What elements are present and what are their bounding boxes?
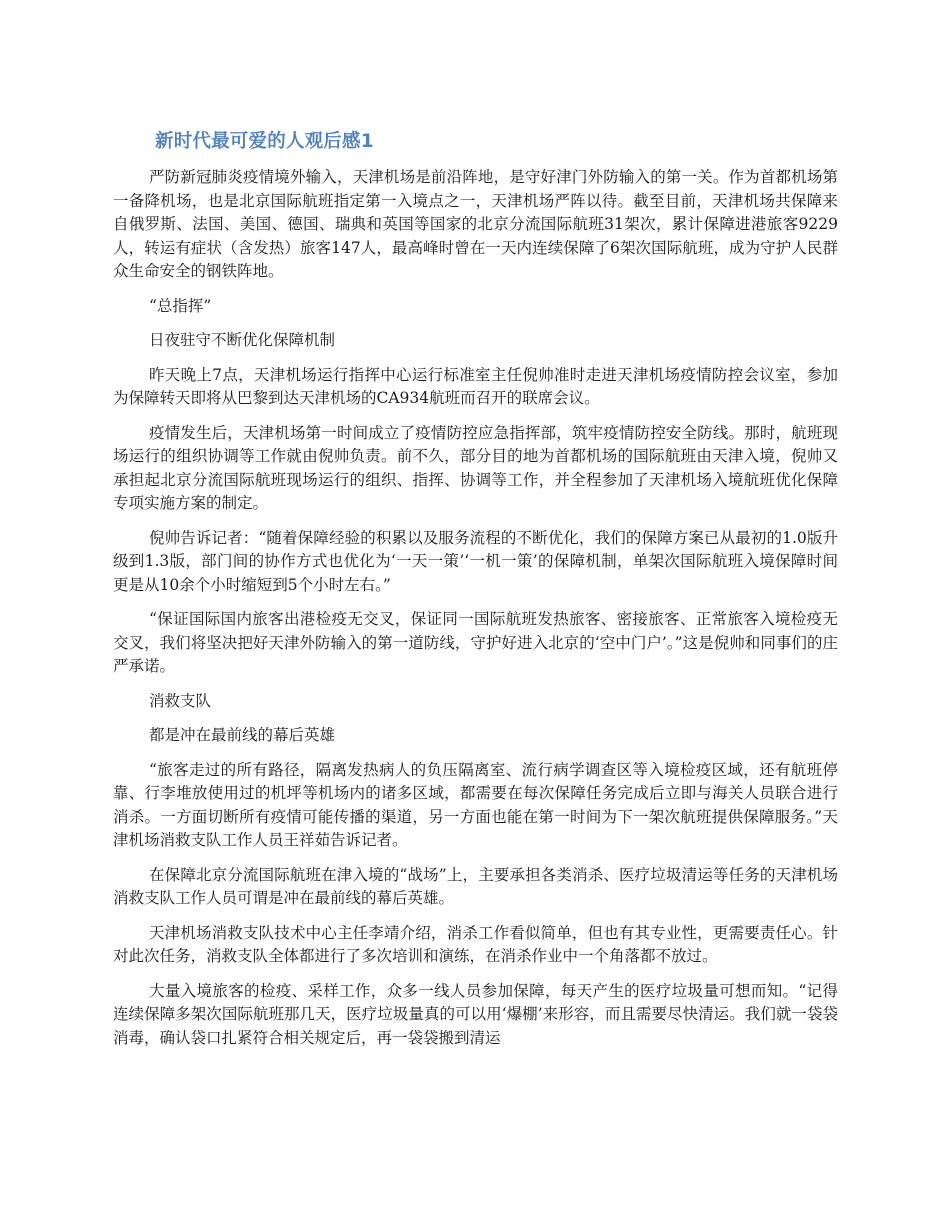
document-title: 新时代最可爱的人观后感1 [155, 131, 374, 152]
paragraph: “总指挥” [149, 296, 212, 315]
paragraph: “旅客走过的所有路径，隔离发热病人的负压隔离室、流行病学调查区等入境检疫区域，还有航班停靠、行李堆放使用过的机坪等机场内的诸多区域，都需要在每次保障任务完成后立即与海关人员联合进行消杀。一方面切断所有疫情可能传播的渠道，另一方面也能在第一时间为下一架次航班提供保障服务。”天津机场消救支队工作人员王祥茹告诉记者。 [113, 760, 838, 849]
paragraph: 日夜驻守不断优化保障机制 [149, 331, 336, 349]
paragraph: 天津机场消救支队技术中心主任李靖介绍，消杀工作看似简单，但也有其专业性，更需要责任心。针对此次任务，消救支队全体都进行了多次培训和演练，在消杀作业中一个角落都不放过。 [113, 923, 838, 965]
paragraph: 倪帅告诉记者：“随着保障经验的积累以及服务流程的不断优化，我们的保障方案已从最初的1.0版升级到1.3版，部门间的协作方式也优化为‘一天一策’‘一机一策’的保障机制，单架次国际航班入境保障时间更是从10余个小时缩短到5个小时左右。” [113, 528, 838, 594]
paragraph: 在保障北京分流国际航班在津入境的“战场”上，主要承担各类消杀、医疗垃圾清运等任务的天津机场消救支队工作人员可谓是冲在最前线的幕后英雄。 [113, 865, 838, 907]
paragraph: 消救支队 [149, 691, 212, 710]
paragraph: 疫情发生后，天津机场第一时间成立了疫情防控应急指挥部，筑牢疫情防控安全防线。那时，航班现场运行的组织协调等工作就由倪帅负责。前不久，部分目的地为首都机场的国际航班由天津入境，倪帅又承担起北京分流国际航班现场运行的组织、指挥、协调等工作，并全程参加了天津机场入境航班优化保障专项实施方案的制定。 [113, 423, 838, 512]
paragraph: “保证国际国内旅客出港检疫无交叉，保证同一国际航班发热旅客、密接旅客、正常旅客入境检疫无交叉，我们将坚决把好天津外防输入的第一道防线，守护好进入北京的‘空中门户’。”这是倪帅和同事们的庄严承诺。 [113, 610, 838, 675]
paragraph: 大量入境旅客的检疫、采样工作，众多一线人员参加保障，每天产生的医疗垃圾量可想而知。“记得连续保障多架次国际航班那几天，医疗垃圾量真的可以用‘爆棚’来形容，而且需要尽快清运。我们就一袋袋消毒，确认袋口扎紧符合相关规定后，再一袋袋搬到清运 [113, 981, 838, 1047]
document-body [113, 166, 838, 1061]
paragraph: 严防新冠肺炎疫情境外输入，天津机场是前沿阵地，是守好津门外防输入的第一关。作为首都机场第一备降机场，也是北京国际航班指定第一入境点之一，天津机场严阵以待。截至目前，天津机场共保障来自俄罗斯、法国、美国、德国、瑞典和英国等国家的北京分流国际航班31架次，累计保障进港旅客9229人，转运有症状（含发热）旅客147人，最高峰时曾在一天内连续保障了6架次国际航班，成为守护人民群众生命安全的钢铁阵地。 [113, 168, 838, 280]
paragraph: 都是冲在最前线的幕后英雄 [149, 726, 336, 744]
paragraph: 昨天晚上7点，天津机场运行指挥中心运行标准室主任倪帅准时走进天津机场疫情防控会议室，参加为保障转天即将从巴黎到达天津机场的CA934航班而召开的联席会议。 [113, 365, 838, 407]
